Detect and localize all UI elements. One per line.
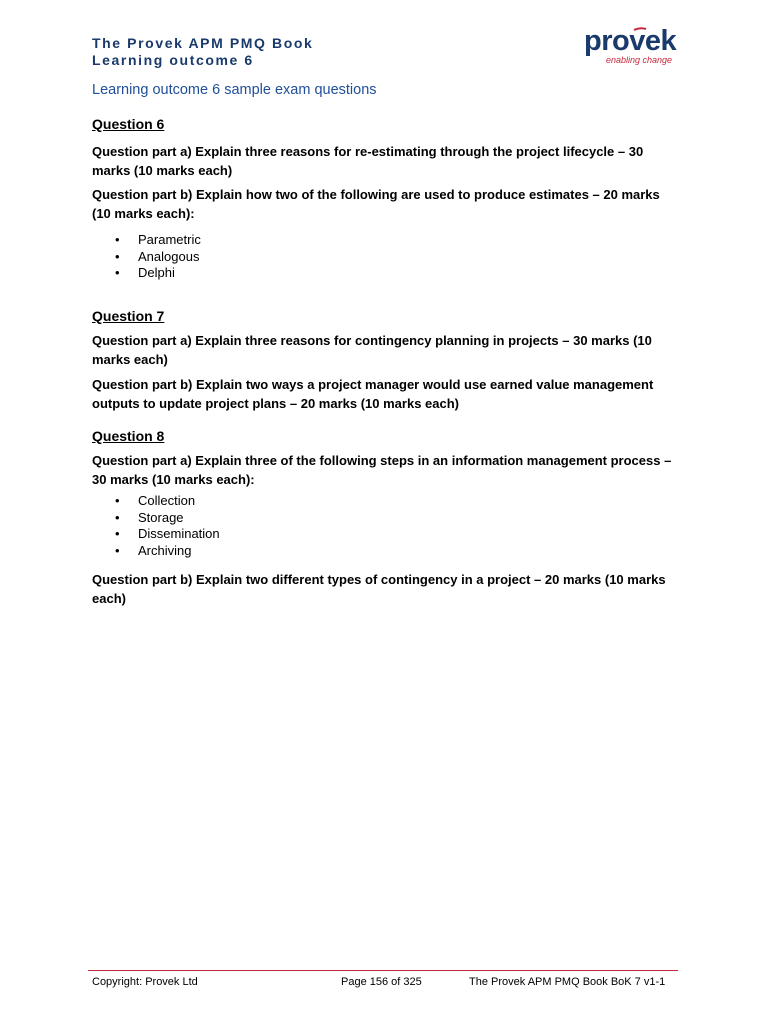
question-7-part-a: Question part a) Explain three reasons for contingency planning in projects – 30 marks (10 marks each)	[92, 333, 652, 367]
footer-page-number: Page 156 of 325	[341, 976, 422, 988]
list-item: • Archiving	[92, 543, 220, 560]
document-subtitle: Learning outcome 6	[92, 52, 254, 68]
list-item: • Dissemination	[92, 526, 220, 543]
provek-logo	[584, 25, 677, 66]
footer-book-version: The Provek APM PMQ Book BoK 7 v1-1	[469, 976, 666, 988]
list-item: • Parametric	[92, 232, 201, 249]
list-item: • Collection	[92, 493, 220, 510]
document-title: The Provek APM PMQ Book	[92, 35, 314, 51]
question-8-part-b: Question part b) Explain two different types of contingency in a project – 20 marks (10 marks each)	[92, 572, 666, 606]
question-7-title: Question 7	[92, 308, 165, 324]
question-6-title: Question 6	[92, 116, 165, 132]
question-8-title: Question 8	[92, 428, 165, 444]
question-8-bullet-list	[92, 493, 220, 559]
section-heading: Learning outcome 6 sample exam questions	[92, 82, 377, 98]
logo-tagline: enabling change	[605, 55, 672, 65]
question-8-part-a: Question part a) Explain three of the following steps in an information management process – 30 marks (10 marks each):	[92, 453, 672, 487]
question-7-part-b: Question part b) Explain two ways a project manager would use earned value management outputs to update project plans – 20 marks (10 marks each)	[92, 377, 654, 411]
footer-divider	[88, 970, 678, 971]
question-6-part-b: Question part b) Explain how two of the following are used to produce estimates – 20 marks (10 marks each):	[92, 187, 660, 221]
question-6-bullet-list	[92, 232, 201, 282]
logo-swoosh-icon	[584, 25, 677, 57]
logo-wordmark: provek	[584, 25, 677, 57]
footer-copyright: Copyright: Provek Ltd	[92, 976, 198, 988]
list-item: • Analogous	[92, 249, 201, 266]
list-item: • Delphi	[92, 265, 201, 282]
question-6-part-a: Question part a) Explain three reasons for re-estimating through the project lifecycle – 30 marks (10 marks each)	[92, 144, 644, 178]
list-item: • Storage	[92, 510, 220, 527]
